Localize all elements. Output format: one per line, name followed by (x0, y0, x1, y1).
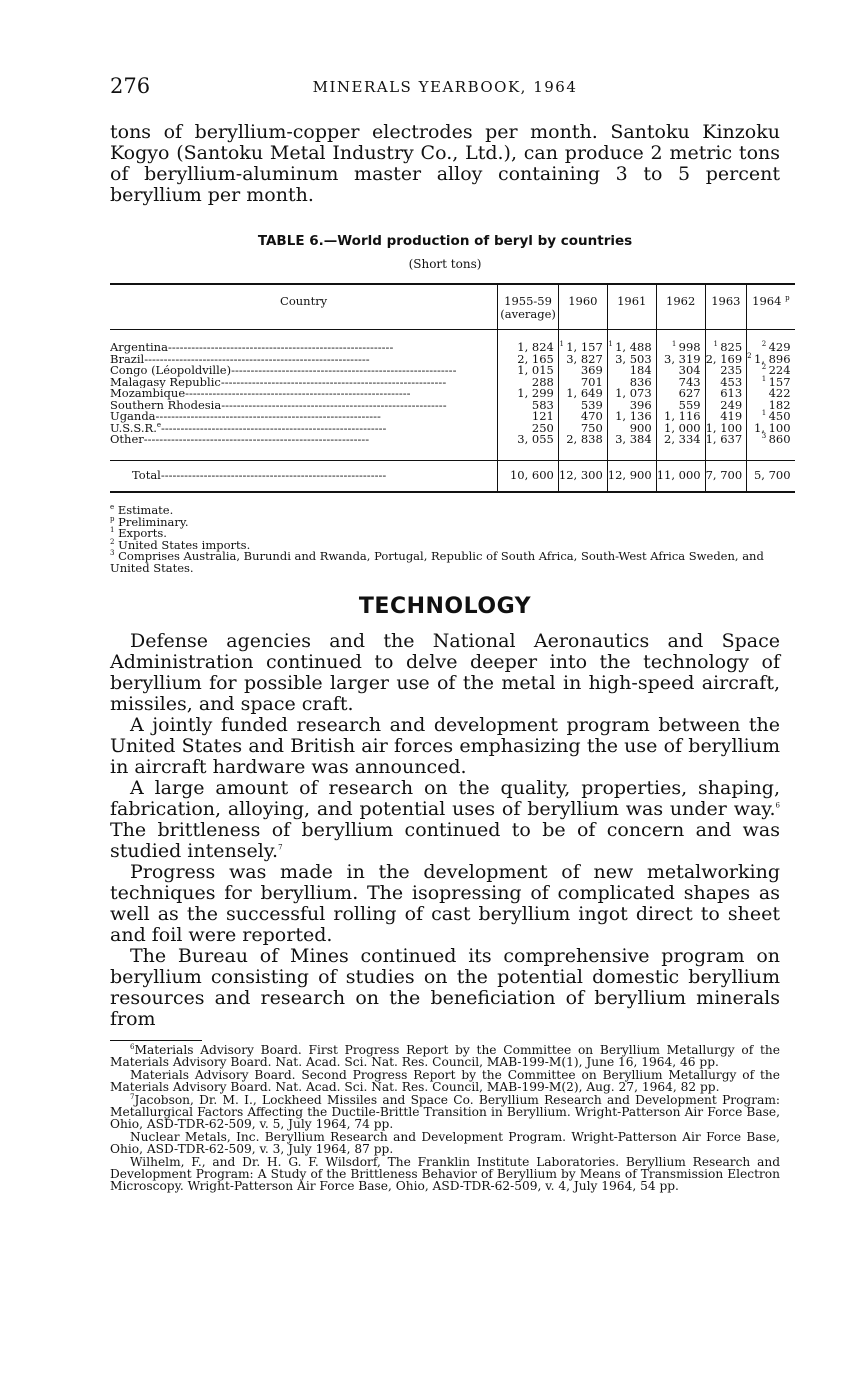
value: 900 (629, 420, 652, 435)
value: 1, 896 (753, 351, 791, 366)
value: 1, 136 (615, 409, 652, 423)
page-footnote (110, 1044, 780, 1069)
value: 235 (720, 363, 743, 377)
paragraph-text: Progress was made in the development of new metalworking techniques for beryllium. The isopressing of complicated shapes as well as the successful rolling of cast beryllium ingot direct to sheet and foil were reported. (110, 861, 780, 946)
value: 3, 384 (615, 432, 652, 446)
footnote-text: Nuclear Metals, Inc. Beryllium Research and Development Program. Wright-Patterson Air Force Base, Ohio, ASD-TDR-62-509, v. 3, July 1964, 87 pp. (110, 1129, 780, 1157)
paragraph-text: A large amount of research on the quality, properties, shaping, fabrication, alloying, and potential uses of beryllium was under way. (110, 777, 780, 820)
table-body (110, 330, 795, 493)
column-header: 1963 (705, 284, 747, 330)
country-name: Mozambique (110, 388, 186, 400)
column-header: Country (110, 284, 498, 330)
country-cell (110, 411, 498, 423)
value: 249 (720, 397, 743, 412)
country-cell (110, 423, 498, 435)
value: 627 (678, 386, 701, 400)
paragraph-text: A jointly funded research and development program between the United States and British air forces emphasizing the use of beryllium in aircraft hardware was announced. (110, 714, 780, 778)
value: 613 (720, 386, 743, 400)
value: 1, 015 (517, 363, 554, 377)
value: 3, 319 (664, 351, 701, 366)
dot-leader: ---------------------------------------------------------- (167, 342, 394, 354)
footnote-ref: 7 (278, 843, 283, 852)
value: 825 (720, 340, 743, 354)
value-cell (747, 434, 795, 460)
dot-leader: ---------------------------------------------------------- (143, 434, 370, 446)
footnote-mark: 7 (130, 1092, 135, 1101)
value: 396 (629, 397, 652, 412)
footnote-mark: 2 (761, 363, 767, 372)
value-cell (607, 434, 656, 460)
footnote-mark: e (156, 422, 162, 429)
country-name: Southern Rhodesia (110, 399, 222, 411)
value: 182 (768, 397, 791, 412)
value: 1, 100 (705, 420, 743, 435)
total-value: 5, 700 (753, 467, 791, 482)
value-cell (705, 434, 747, 460)
value: 3, 503 (615, 351, 652, 366)
country-name: Brazil (110, 353, 145, 365)
country-name: Argentina (110, 340, 168, 354)
page-number: 276 (110, 74, 151, 98)
value: 470 (580, 409, 603, 423)
value: 453 (720, 374, 743, 389)
value: 743 (678, 374, 701, 389)
production-table (110, 283, 795, 493)
footnote-mark: 3 (761, 432, 767, 441)
column-header: 1960 (558, 284, 607, 330)
total-label: Total (132, 467, 161, 482)
country-name: Uganda (110, 411, 156, 423)
body-paragraph (110, 715, 780, 778)
value: 3, 827 (566, 351, 603, 366)
value: 1, 488 (615, 340, 652, 354)
page-header (110, 74, 780, 104)
value: 1, 637 (705, 432, 743, 446)
footnote-text: Comprises Australia, Burundi and Rwanda, Portugal, Republic of South Africa, South-West Africa Sweden, and United States. (110, 549, 764, 575)
value: 539 (580, 397, 603, 412)
total-row (110, 460, 795, 492)
value: 559 (678, 397, 701, 412)
value: 288 (531, 374, 554, 389)
footnote-text: United States imports. (118, 537, 251, 552)
page-footnotes (110, 1044, 780, 1193)
value: 304 (678, 363, 701, 377)
value: 422 (768, 386, 791, 400)
total-value: 12, 900 (607, 467, 652, 482)
value: 750 (580, 420, 603, 435)
footnote-mark: 1 (671, 340, 677, 349)
footnote-mark: 1 (713, 340, 718, 349)
footnote-mark: 1 (761, 409, 767, 418)
country-name: Malagasy Republic (110, 376, 221, 388)
page-footnote (110, 1156, 780, 1193)
value: 1, 100 (753, 420, 791, 435)
dot-leader: ---------------------------------------------------------- (231, 365, 457, 377)
value: 369 (580, 363, 603, 377)
dot-leader: ---------------------------------------------------------- (155, 411, 381, 423)
table-row (110, 434, 795, 460)
dot-leader: ---------------------------------------------------------- (144, 353, 370, 365)
body-paragraph (110, 778, 780, 862)
country-cell (110, 400, 498, 412)
total-value-cell (656, 460, 705, 492)
value: 224 (768, 363, 791, 377)
footnote-mark: p (785, 294, 790, 303)
value: 3, 055 (517, 432, 554, 446)
total-value-cell (747, 460, 795, 492)
table-footnote (110, 514, 780, 529)
table-footnote (110, 505, 780, 517)
country-cell (110, 330, 498, 354)
body-paragraph (110, 631, 780, 715)
value: 2, 165 (517, 351, 554, 366)
total-value-cell (607, 460, 656, 492)
footnote-mark: 1 (559, 340, 564, 349)
table-unit: (Short tons) (408, 257, 482, 271)
value: 184 (629, 363, 652, 377)
footnote-ref: 6 (775, 801, 780, 810)
value: 1, 116 (664, 409, 701, 423)
total-label-cell (110, 460, 498, 492)
total-value-cell (705, 460, 747, 492)
footnote-mark: 2 (110, 537, 115, 546)
column-header: 1962 (656, 284, 705, 330)
value-cell (747, 330, 795, 354)
value: 1, 157 (566, 340, 603, 354)
footnote-mark: 2 (761, 340, 767, 349)
value: 2, 334 (664, 432, 701, 446)
value: 860 (768, 432, 791, 446)
value: 121 (531, 409, 554, 423)
value: 250 (531, 420, 554, 435)
country-cell (110, 365, 498, 377)
value-cell (498, 330, 559, 354)
value-cell (558, 434, 607, 460)
value: 157 (768, 374, 791, 389)
value-cell (705, 330, 747, 354)
column-header: 1961 (607, 284, 656, 330)
value: 1, 073 (615, 386, 652, 400)
body-paragraph (110, 946, 780, 1030)
footnote-mark: 1 (608, 340, 613, 349)
column-header: 1955-59 (average) (498, 284, 559, 330)
value: 701 (580, 374, 603, 389)
country-name: Other (110, 434, 144, 446)
dot-leader: ---------------------------------------------------------- (160, 469, 387, 481)
section-heading: TECHNOLOGY (358, 594, 532, 619)
footnote-text: Estimate. (117, 503, 174, 517)
value: 1, 649 (566, 386, 603, 400)
total-value: 12, 300 (558, 467, 603, 482)
value: 1, 299 (517, 386, 554, 400)
value: 1, 000 (664, 420, 701, 435)
value: 836 (629, 374, 652, 389)
total-value: 10, 600 (509, 467, 554, 482)
document-page (110, 74, 791, 1194)
value: 2, 838 (566, 432, 603, 446)
footnote-mark: e (110, 503, 115, 512)
body-paragraph (110, 862, 780, 946)
value-cell (656, 330, 705, 354)
footnote-divider (110, 1040, 202, 1041)
value-cell (656, 434, 705, 460)
dot-leader: ---------------------------------------------------------- (161, 422, 387, 434)
technology-section-body (110, 631, 780, 1030)
value: 419 (720, 409, 743, 423)
paragraph-text: The Bureau of Mines continued its comprehensive program on beryllium consisting of studies on the potential domestic beryllium resources and research on the beneficiation of beryllium minerals from (110, 945, 780, 1030)
running-title: MINERALS YEARBOOK, 1964 (312, 78, 578, 96)
country-cell (110, 388, 498, 400)
page-footnote (110, 1131, 780, 1156)
table-title: TABLE 6.—World production of beryl by countries (257, 233, 633, 249)
total-value: 11, 000 (656, 467, 701, 482)
table-row (110, 330, 795, 354)
total-value-cell (498, 460, 559, 492)
column-header: 1964 $^p$ (747, 284, 795, 330)
footnote-mark: 2 (747, 351, 752, 360)
footnote-text: Materials Advisory Board. First Progress Report by the Committee on Beryllium Metallurgy of the Materials Advisory Board. Nat. Acad. Sci. Nat. Res. Council, MAB-199-M(1), June 16, 1964, 46 pp. (110, 1043, 780, 1070)
country-name: Congo (Léopoldville) (110, 365, 232, 377)
footnote-mark: 6 (130, 1042, 135, 1051)
intro-paragraph: tons of beryllium-copper electrodes per month. Santoku Kinzoku Kogyo (Santoku Metal Industry Co., Ltd.), can produce 2 metric tons of beryllium-aluminum master alloy containing 3 to 5 percent beryllium per month. (110, 121, 780, 206)
country-cell (110, 377, 498, 389)
footnote-text: Exports. (118, 526, 167, 540)
value: 1, 824 (517, 340, 554, 354)
table-footnotes (110, 505, 780, 574)
table-header-row (110, 284, 795, 330)
country-name: U.S.S.R. (110, 422, 157, 434)
value-cell (558, 330, 607, 354)
footnote-mark: 1 (761, 374, 767, 383)
footnote-text: Materials Advisory Board. Second Progress Report by the Committee on Beryllium Metallurgy of the Materials Advisory Board. Nat. Acad. Sci. Nat. Res. Council, MAB-199-M(2), Aug. 27, 1964, 82 pp. (110, 1067, 780, 1095)
total-value-cell (558, 460, 607, 492)
footnote-mark: 3 (110, 549, 115, 558)
footnote-text: Jacobson, Dr. M. I., Lockheed Missiles and Space Co. Beryllium Research and Development Program: Metallurgical Factors Affecting the Ductile-Brittle Transition in Beryllium. Wright-Patterson Air Force Base, Ohio, ASD-TDR-62-509, v. 5, July 1964, 74 pp. (110, 1092, 780, 1132)
paragraph-text: The brittleness of beryllium continued to be of concern and was studied intensely. (110, 819, 780, 862)
page-footnote (110, 1069, 780, 1094)
footnote-text: Preliminary. (118, 514, 189, 529)
dot-leader: ---------------------------------------------------------- (220, 376, 447, 388)
dot-leader: ---------------------------------------------------------- (221, 399, 447, 411)
total-value: 7, 700 (705, 467, 743, 482)
table-footnote (110, 551, 780, 574)
country-cell (110, 434, 498, 460)
country-cell (110, 354, 498, 366)
footnote-mark: 1 (110, 526, 115, 535)
value: 998 (678, 340, 701, 354)
value: 429 (768, 340, 791, 354)
paragraph-text: Defense agencies and the National Aeronautics and Space Administration continued to delve deeper into the technology of beryllium for possible larger use of the metal in high-speed aircraft, missiles, and space craft. (110, 630, 780, 715)
value: 2, 169 (705, 351, 743, 366)
value: 583 (531, 397, 554, 412)
value-cell (607, 330, 656, 354)
value-cell (498, 434, 559, 460)
footnote-mark: p (110, 514, 115, 523)
page-footnote (110, 1094, 780, 1131)
value: 450 (768, 409, 791, 423)
footnote-text: Wilhelm, F., and Dr. H. G. F. Wilsdorf, The Franklin Institute Laboratories. Beryllium Research and Development Program: A Study of the Brittleness Behavior of Beryllium by Means of Transmission Electron Microscopy. Wright-Patterson Air Force Base, Ohio, ASD-TDR-62-509, v. 4, July 1964, 54 pp. (110, 1154, 780, 1194)
dot-leader: ---------------------------------------------------------- (185, 388, 411, 400)
